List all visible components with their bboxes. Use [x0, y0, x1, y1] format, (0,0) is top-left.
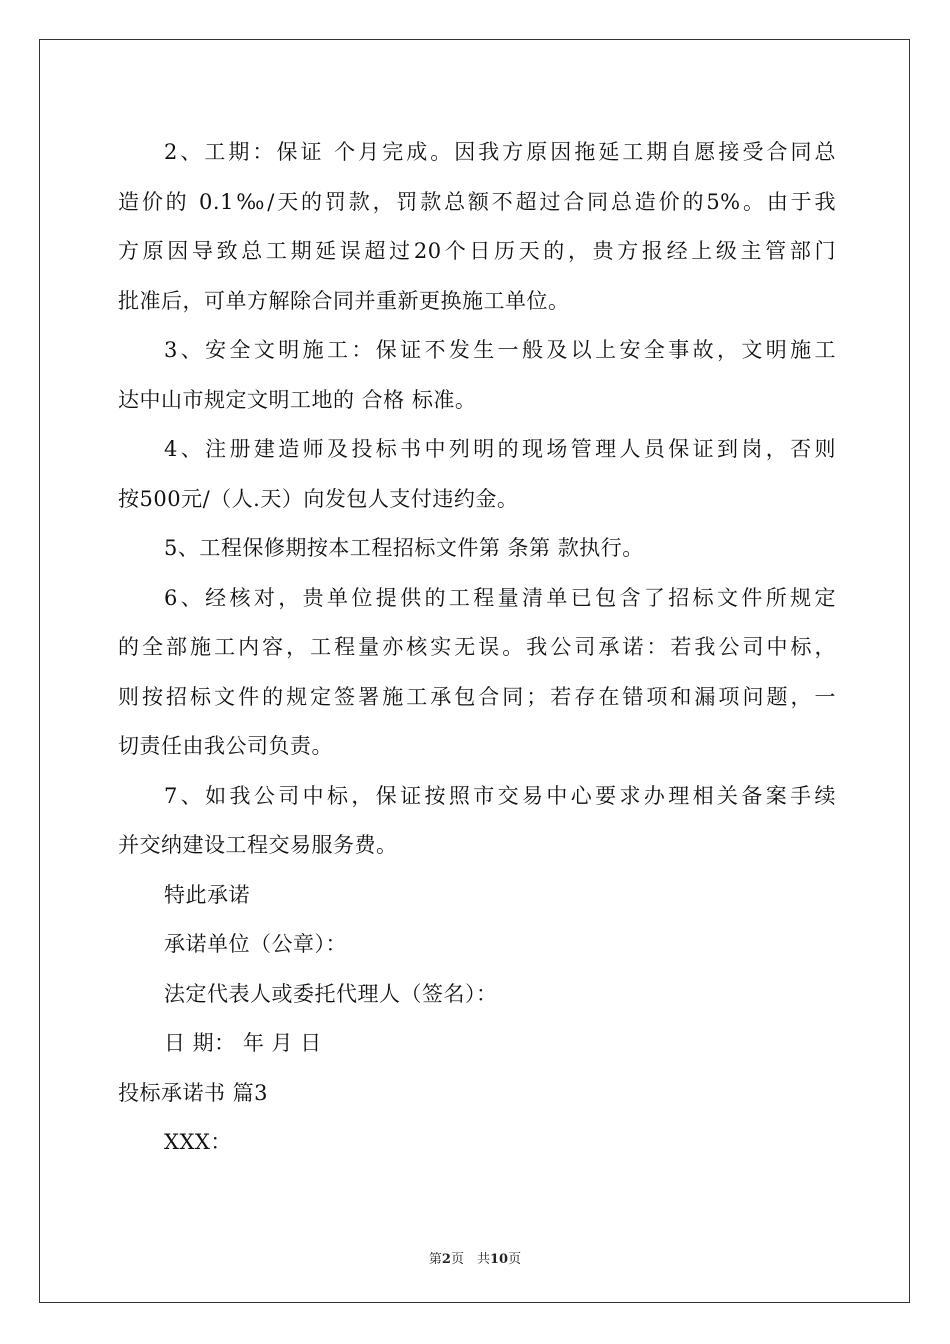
- closing-statement: 特此承诺: [164, 882, 250, 907]
- footer-prefix: 第: [428, 1252, 442, 1267]
- footer-page-number: 2: [441, 1252, 451, 1267]
- section-heading: 投标承诺书 篇3: [118, 1080, 269, 1105]
- page-footer: [0, 1248, 950, 1267]
- clause-7-line-2: 并交纳建设工程交易服务费。: [118, 833, 398, 857]
- clause-2-line-2: 造价的 0.1‰/天的罚款，罚款总额不超过合同总造价的5%。由于我: [118, 189, 836, 214]
- clause-7-line-1: 7、如我公司中标，保证按照市交易中心要求办理相关备案手续: [164, 783, 836, 808]
- clause-5-line-1: 5、工程保修期按本工程招标文件第 条第 款执行。: [164, 536, 644, 560]
- date-field: 日 期： 年 月 日: [164, 1031, 322, 1055]
- footer-total-pages: 10: [489, 1252, 509, 1267]
- clause-4-line-2: 按500元/（人.天）向发包人支付违约金。: [118, 486, 519, 511]
- clause-4-line-1: 4、注册建造师及投标书中列明的现场管理人员保证到岗，否则: [164, 437, 836, 461]
- clause-6-line-3: 则按招标文件的规定签署施工承包合同；若存在错项和漏项问题，一: [118, 684, 836, 709]
- clause-2-line-4: 批准后，可单方解除合同并重新更换施工单位。: [118, 288, 570, 313]
- clause-2-line-3: 方原因导致总工期延误超过20个日历天的，贵方报经上级主管部门: [118, 239, 836, 263]
- clause-3-line-2: 达中山市规定文明工地的 合格 标准。: [118, 387, 477, 412]
- clause-6-line-2: 的全部施工内容，工程量亦核实无误。我公司承诺：若我公司中标，: [118, 635, 836, 659]
- signature-representative-field: 法定代表人或委托代理人（签名）：: [164, 981, 498, 1006]
- document-body: [118, 128, 836, 1168]
- clause-3-line-1: 3、安全文明施工：保证不发生一般及以上安全事故，文明施工: [164, 338, 836, 362]
- clause-2-line-1: 2、工期：保证 个月完成。因我方原因拖延工期自愿接受合同总: [164, 140, 836, 164]
- footer-suffix: 页: [508, 1252, 522, 1267]
- clause-6-line-4: 切责任由我公司负责。: [118, 734, 333, 758]
- footer-mid: 页 共: [450, 1252, 490, 1267]
- signature-unit-field: 承诺单位（公章）：: [164, 932, 347, 956]
- addressee: XXX：: [164, 1130, 232, 1154]
- clause-6-line-1: 6、经核对，贵单位提供的工程量清单已包含了招标文件所规定: [164, 585, 836, 610]
